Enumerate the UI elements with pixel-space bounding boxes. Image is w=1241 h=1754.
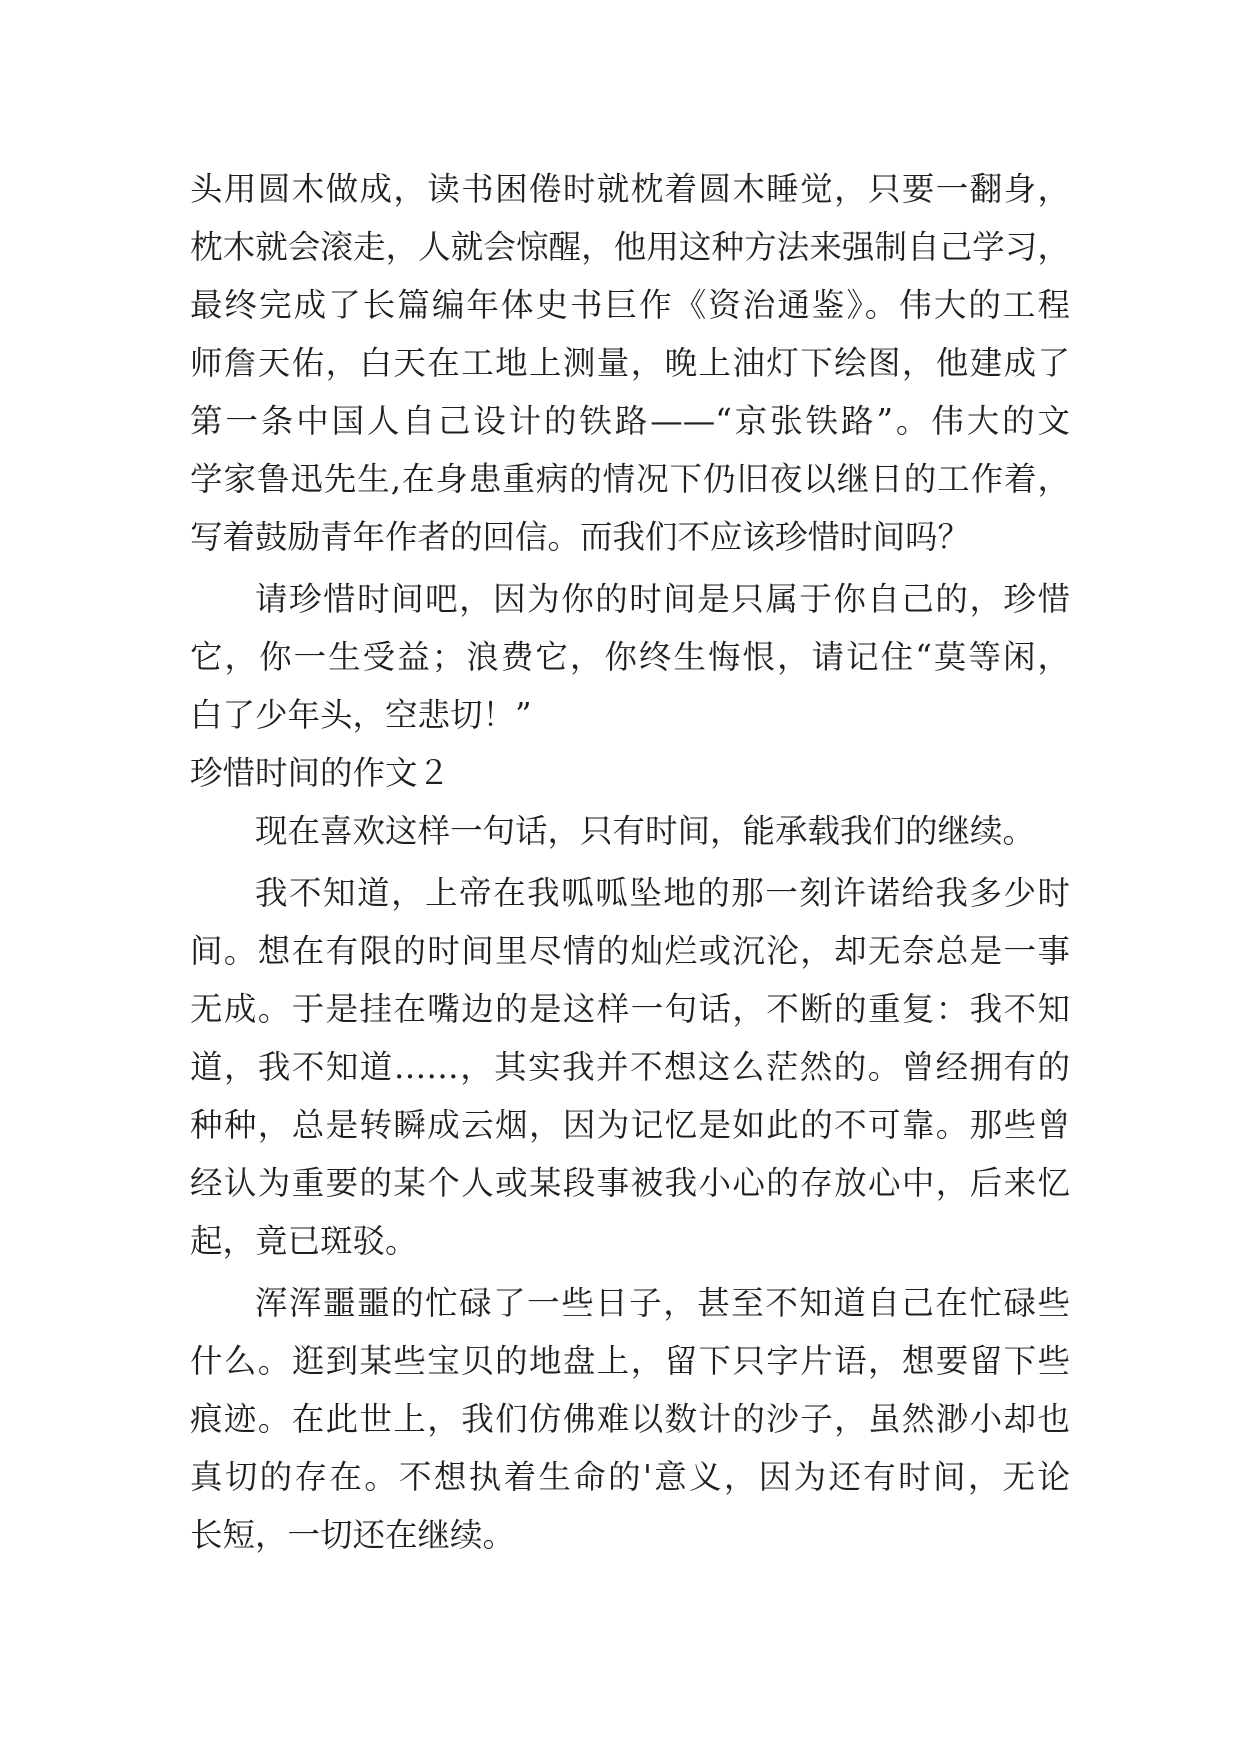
text-line: 什么。逛到某些宝贝的地盘上，留下只字片语，想要留下些 (190, 1342, 1070, 1380)
text-line: 起，竟已斑驳。 (190, 1222, 418, 1260)
text-line: 无成。于是挂在嘴边的是这样一句话，不断的重复：我不知 (190, 990, 1070, 1028)
closing-paragraph (190, 570, 1070, 744)
text-line: 它，你一生受益；浪费它，你终生悔恨，请记住“莫等闲， (190, 638, 1070, 676)
text-line: 白了少年头，空悲切！” (190, 696, 532, 734)
text-line: 长短，一切还在继续。 (190, 1516, 516, 1554)
text-line: 真切的存在。不想执着生命的'意义，因为还有时间，无论 (190, 1458, 1070, 1496)
text-line: 学家鲁迅先生,在身患重病的情况下仍旧夜以继日的工作着， (190, 460, 1070, 498)
section-title: 珍惜时间的作文２ (190, 754, 451, 792)
document-body (190, 160, 1070, 1564)
text-line: 间。想在有限的时间里尽情的灿烂或沉沦，却无奈总是一事 (190, 932, 1070, 970)
text-line: 我不知道，上帝在我呱呱坠地的那一刻许诺给我多少时 (255, 874, 1070, 912)
paragraph-2 (190, 864, 1070, 1270)
continuation-paragraph (190, 160, 1070, 566)
text-line: 头用圆木做成，读书困倦时就枕着圆木睡觉，只要一翻身， (190, 170, 1070, 208)
paragraph-3 (190, 1274, 1070, 1564)
text-line: 经认为重要的某个人或某段事被我小心的存放心中，后来忆 (190, 1164, 1070, 1202)
text-line: 最终完成了长篇编年体史书巨作《资治通鉴》。伟大的工程 (190, 286, 1070, 324)
text-line: 种种，总是转瞬成云烟，因为记忆是如此的不可靠。那些曾 (190, 1106, 1070, 1144)
text-line: 枕木就会滚走，人就会惊醒，他用这种方法来强制自己学习， (190, 228, 1070, 266)
text-line: 师詹天佑，白天在工地上测量，晚上油灯下绘图，他建成了 (190, 344, 1070, 382)
text-line: 请珍惜时间吧，因为你的时间是只属于你自己的，珍惜 (255, 580, 1070, 618)
text-line: 道，我不知道……，其实我并不想这么茫然的。曾经拥有的 (190, 1048, 1070, 1086)
text-line: 第一条中国人自己设计的铁路——“京张铁路”。伟大的文 (190, 402, 1070, 440)
text-line: 写着鼓励青年作者的回信。而我们不应该珍惜时间吗？ (190, 518, 971, 556)
opening-line: 现在喜欢这样一句话，只有时间，能承载我们的继续。 (255, 812, 1036, 850)
text-line: 痕迹。在此世上，我们仿佛难以数计的沙子，虽然渺小却也 (190, 1400, 1070, 1438)
text-line: 浑浑噩噩的忙碌了一些日子，甚至不知道自己在忙碌些 (255, 1284, 1070, 1322)
